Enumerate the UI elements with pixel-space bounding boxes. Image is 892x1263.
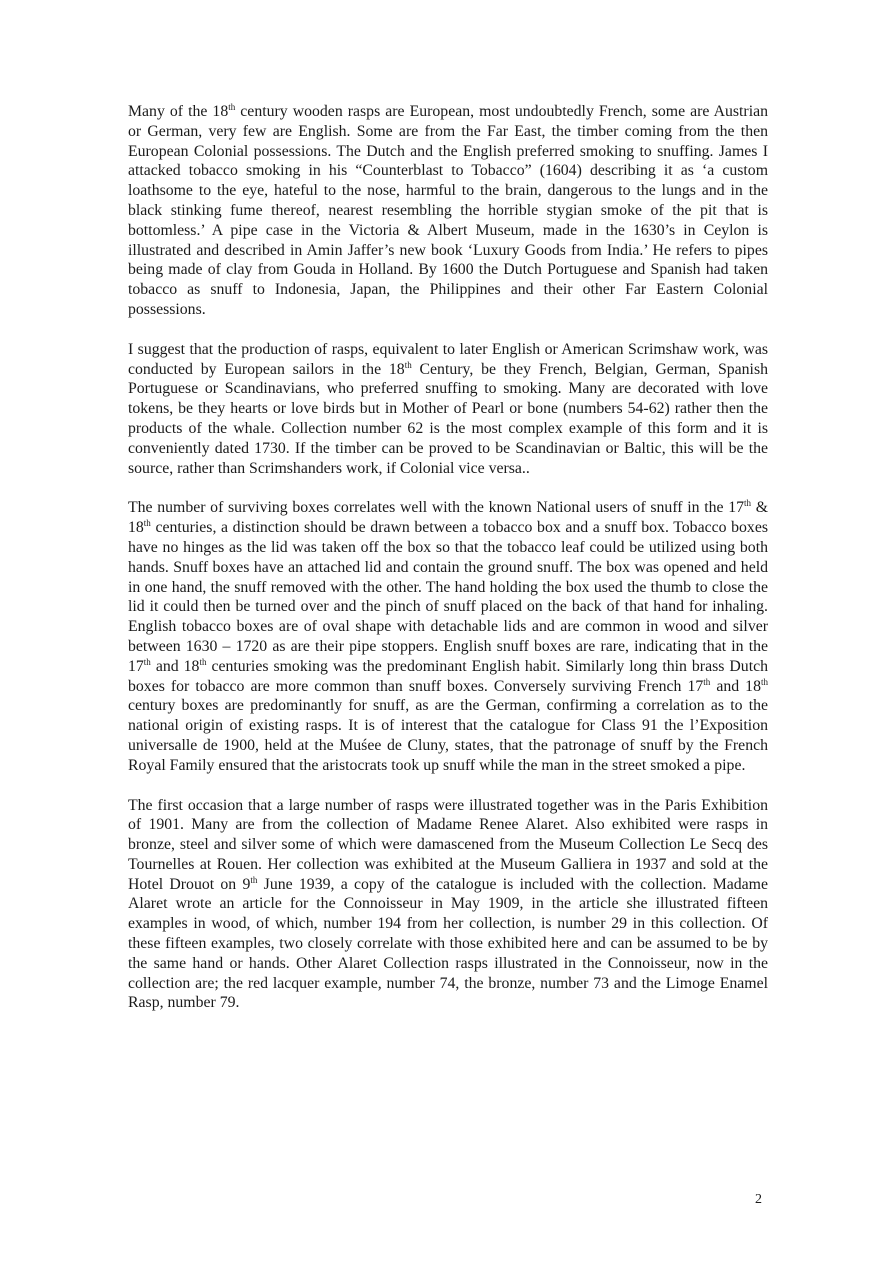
text-run: I suggest that the production of rasps, equivalent to later English or American Scrimshaw work, was conducted by European sailors in the 18: [128, 340, 768, 378]
text-run: century boxes are predominantly for snuff, as are the German, confirming a correlation as to the national origin of existing rasps. It is of interest that the catalogue for Class 91 the l’Exposition universalle de 1900, held at the Muśee de Cluny, states, that the patronage of snuff by the French Royal Family ensured that the aristocrats took up snuff while the man in the street smoked a pipe.: [128, 697, 768, 774]
text-run: centuries smoking was the predominant English habit. Similarly long thin brass Dutch boxes for tobacco are more common than snuff boxes. Conversely surviving French 17: [128, 657, 768, 695]
superscript: th: [199, 656, 207, 667]
text-run: The number of surviving boxes correlates well with the known National users of snuff in the 17: [128, 499, 744, 517]
text-run: and 18: [150, 657, 200, 675]
text-run: century wooden rasps are European, most undoubtedly French, some are Austrian or German, very few are English. Some are from the Far East, the timber coming from the then European Colonial possessions. The Dutch and the English preferred smoking to snuffing. James I attacked tobacco smoking in his “Counterblast to Tobacco” (1604) describing it as ‘a custom loathsome to the eye, hateful to the nose, harmful to the brain, dangerous to the lungs and in the black stinking fume thereof, nearest resembling the horrible stygian smoke of the pit that is bottomless.’ A pipe case in the Victoria & Albert Museum, made in the 1630’s in Ceylon is illustrated and described in Amin Jaffer’s new book ‘Luxury Goods from India.’ He refers to pipes being made of clay from Gouda in Holland. By 1600 the Dutch Portuguese and Spanish had taken tobacco as snuff to Indonesia, Japan, the Philippines and their other Far Eastern Colonial possessions.: [128, 103, 768, 318]
paragraph-2: [128, 340, 768, 479]
text-run: June 1939, a copy of the catalogue is included with the collection. Madame Alaret wrote an article for the Connoisseur in May 1909, in the article she illustrated fifteen examples in wood, of which, number 194 from her collection, is number 29 in this collection. Of these fifteen examples, two closely correlate with those exhibited here and can be assumed to be by the same hand or hands. Other Alaret Collection rasps illustrated in the Connoisseur, now in the collection are; the red lacquer example, number 74, the bronze, number 73 and the Limoge Enamel Rasp, number 79.: [128, 875, 768, 1012]
text-run: Century, be they French, Belgian, German, Spanish Portuguese or Scandinavians, who preferred snuffing to smoking. Many are decorated with love tokens, be they hearts or love birds but in Mother of Pearl or bone (numbers 54-62) rather then the products of the whale. Collection number 62 is the most complex example of this form and it is conveniently dated 1730. If the timber can be proved to be Scandinavian or Baltic, this will be the source, rather than Scrimshanders work, if Colonial vice versa..: [128, 360, 768, 477]
superscript: th: [404, 359, 412, 370]
text-run: and 18: [710, 677, 761, 695]
superscript: th: [744, 498, 752, 509]
page-number: 2: [755, 1192, 762, 1207]
superscript: th: [703, 676, 711, 687]
superscript: th: [143, 518, 151, 529]
paragraph-3: [128, 498, 768, 775]
paragraph-4: [128, 796, 768, 1014]
text-run: The first occasion that a large number of rasps were illustrated together was in the Paris Exhibition of 1901. Many are from the collection of Madame Renee Alaret. Also exhibited were rasps in bronze, steel and silver some of which were damascened from the Museum Collection Le Secq des Tournelles at Rouen. Her collection was exhibited at the Museum Galliera in 1937 and sold at the Hotel Drouot on 9: [128, 796, 768, 893]
paragraph-1: [128, 102, 768, 320]
superscript: th: [760, 676, 768, 687]
text-run: & 18: [128, 499, 768, 537]
superscript: th: [143, 656, 151, 667]
text-run: Many of the 18: [128, 103, 229, 120]
superscript: th: [250, 874, 258, 885]
document-body: [128, 102, 768, 1033]
superscript: th: [228, 102, 236, 112]
text-run: centuries, a distinction should be drawn between a tobacco box and a snuff box. Tobacco boxes have no hinges as the lid was taken off the box so that the tobacco leaf could be utilized using both hands. Snuff boxes have an attached lid and contain the ground snuff. The box was opened and held in one hand, the snuff removed with the other. The hand holding the box used the thumb to close the lid it could then be turned over and the pinch of snuff placed on the back of that hand for inhaling. English tobacco boxes are of oval shape with detachable lids and are common in wood and silver between 1630 – 1720 as are their pipe stoppers. English snuff boxes are rare, indicating that in the 17: [128, 519, 768, 675]
